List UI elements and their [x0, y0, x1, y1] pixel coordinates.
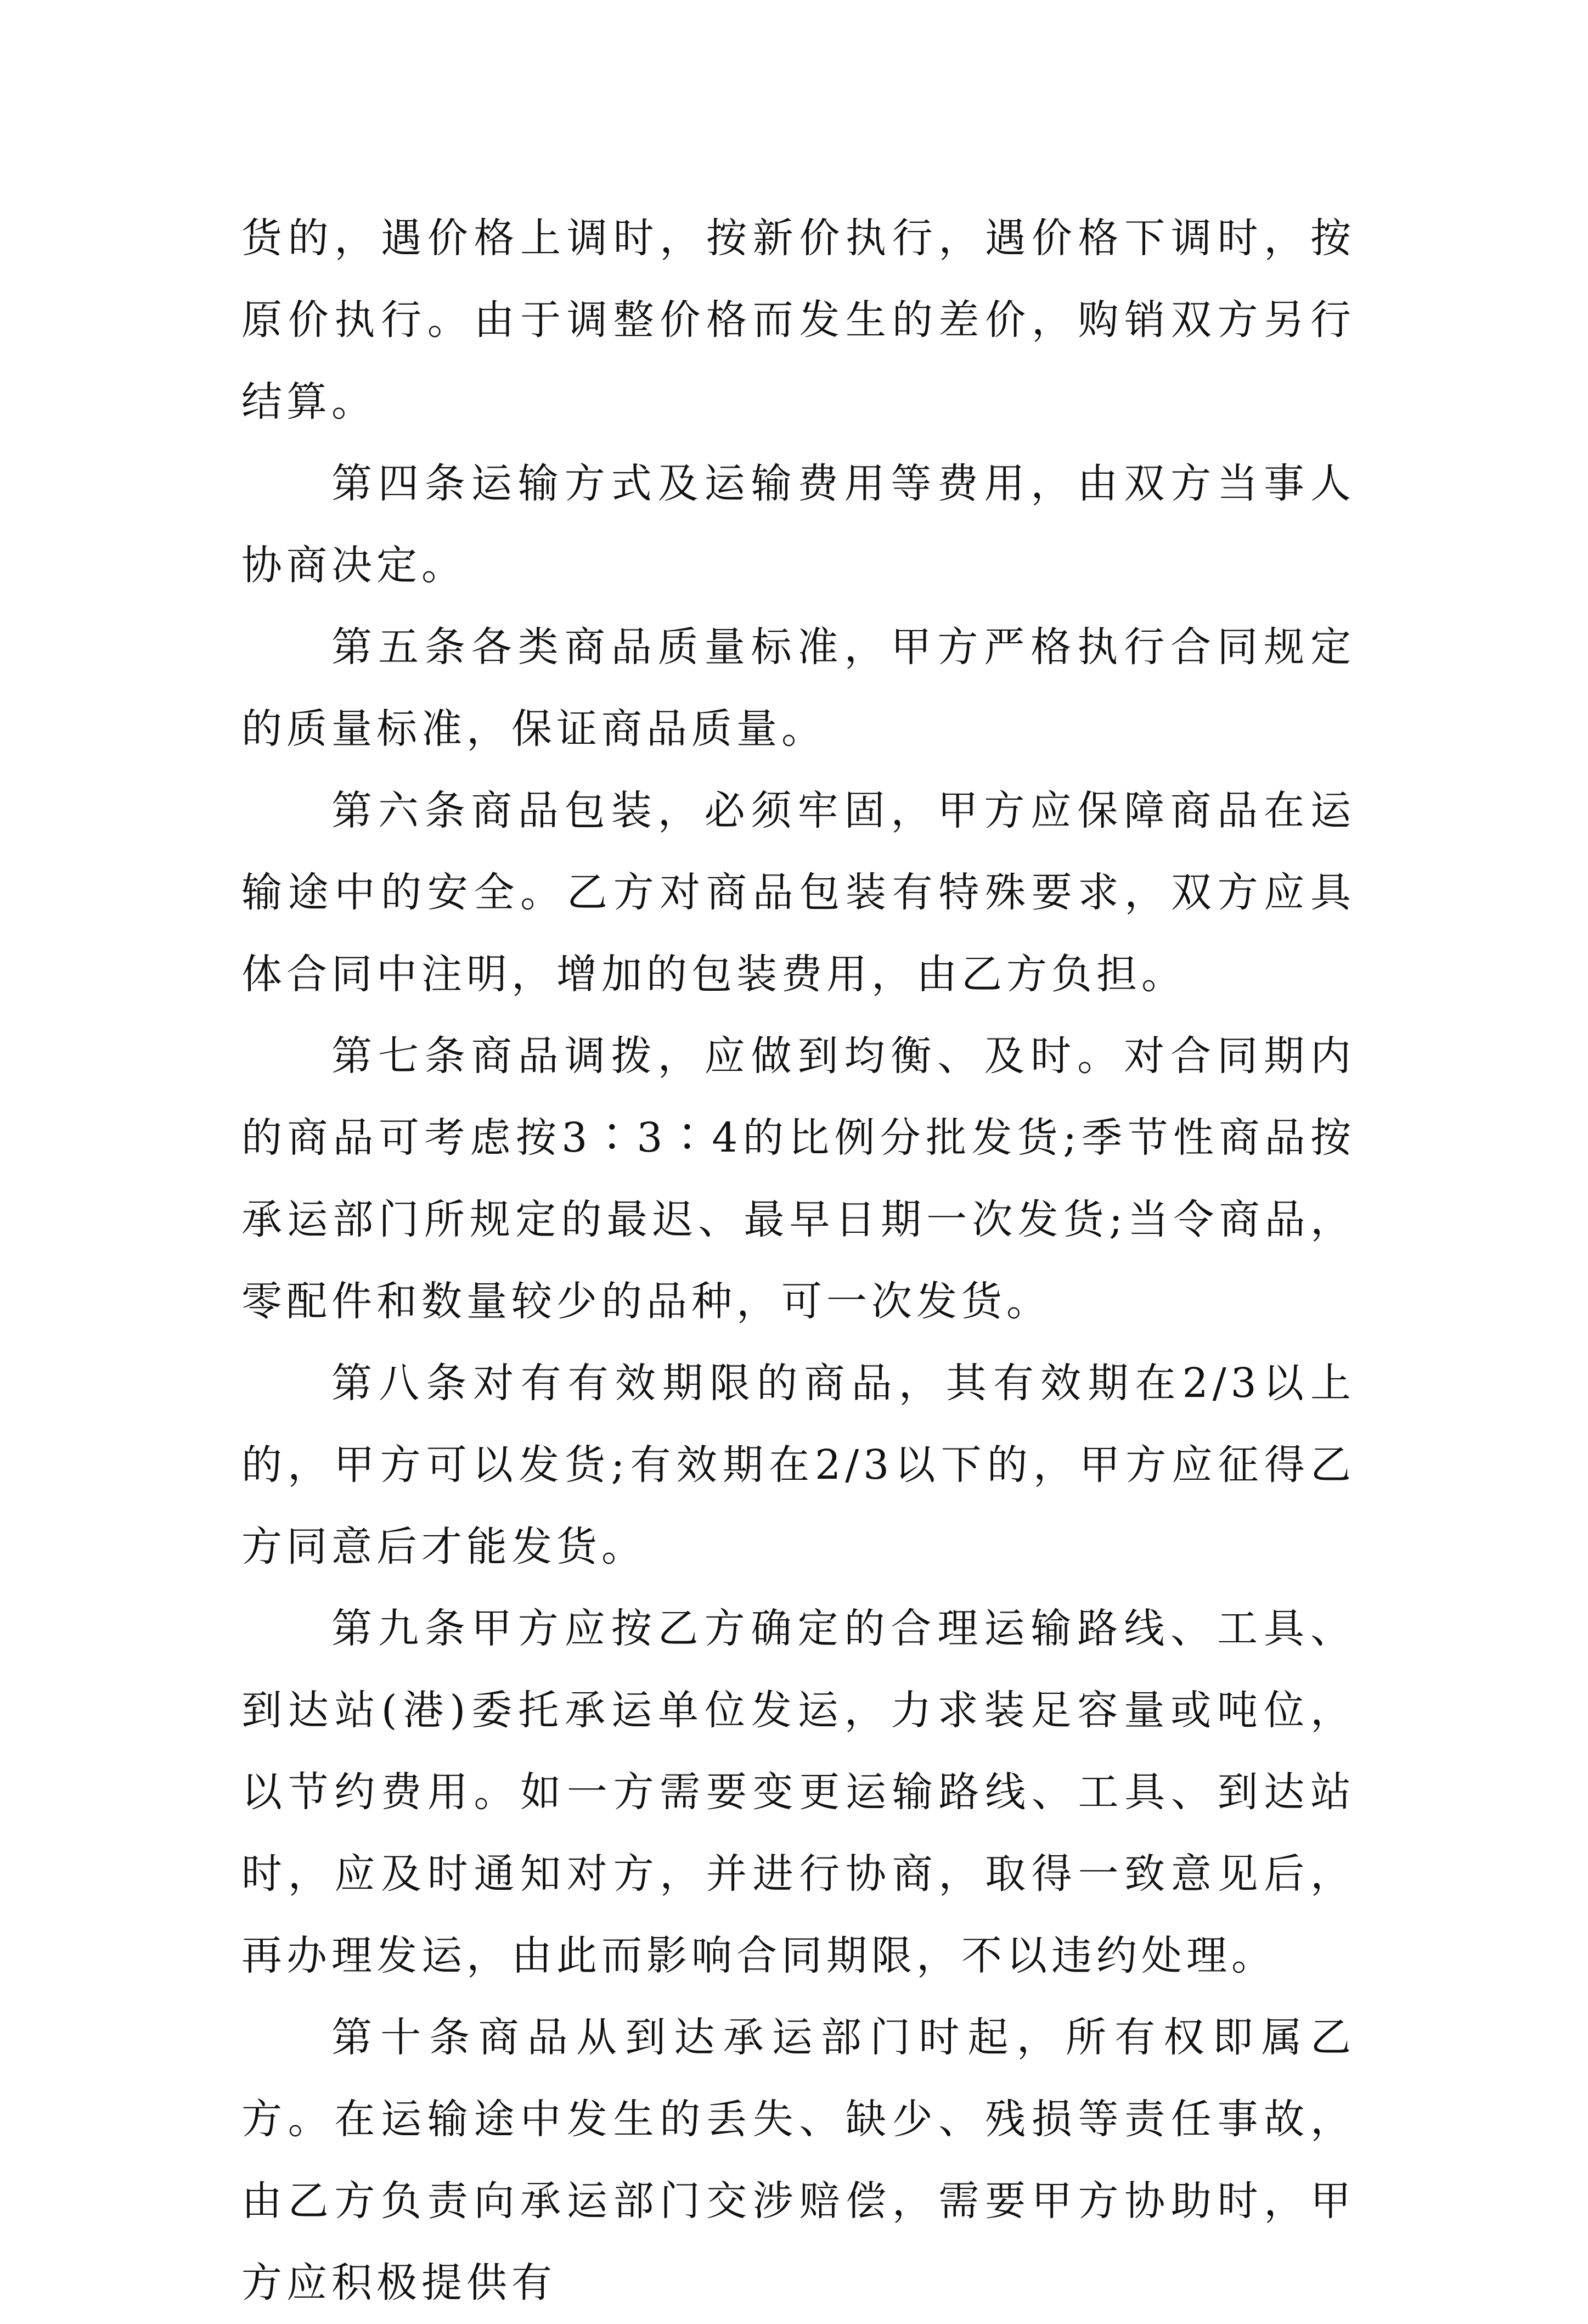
paragraph-article-7: 第七条商品调拨，应做到均衡、及时。对合同期内的商品可考虑按3∶3∶4的比例分批发货;季节性商品按承运部门所规定的最迟、最早日期一次发货;当令商品，零配件和数量较少的品种，可一次发货。: [241, 1032, 1355, 1325]
document-body: [241, 198, 1355, 2324]
paragraph-article-9: 第九条甲方应按乙方确定的合理运输路线、工具、到达站(港)委托承运单位发运，力求装足容量或吨位，以节约费用。如一方需要变更运输路线、工具、到达站时，应及时通知对方，并进行协商，取得一致意见后，再办理发运，由此而影响合同期限，不以违约处理。: [241, 1605, 1355, 1979]
paragraph-article-6: 第六条商品包装，必须牢固，甲方应保障商品在运输途中的安全。乙方对商品包装有特殊要求，双方应具体合同中注明，增加的包装费用，由乙方负担。: [241, 787, 1355, 998]
paragraph-article-4: 第四条运输方式及运输费用等费用，由双方当事人协商决定。: [241, 460, 1355, 589]
paragraph-article-5: 第五条各类商品质量标准，甲方严格执行合同规定的质量标准，保证商品质量。: [241, 624, 1355, 753]
paragraph-article-10: 第十条商品从到达承运部门时起，所有权即属乙方。在运输途中发生的丢失、缺少、残损等责任事故，由乙方负责向承运部门交涉赔偿，需要甲方协助时，甲方应积极提供有: [241, 2014, 1355, 2306]
paragraph-article-8: 第八条对有有效期限的商品，其有效期在2/3以上的，甲方可以发货;有效期在2/3以下的，甲方应征得乙方同意后才能发货。: [241, 1360, 1355, 1570]
paragraph-continuation: 货的，遇价格上调时，按新价执行，遇价格下调时，按原价执行。由于调整价格而发生的差价，购销双方另行结算。: [241, 215, 1355, 425]
